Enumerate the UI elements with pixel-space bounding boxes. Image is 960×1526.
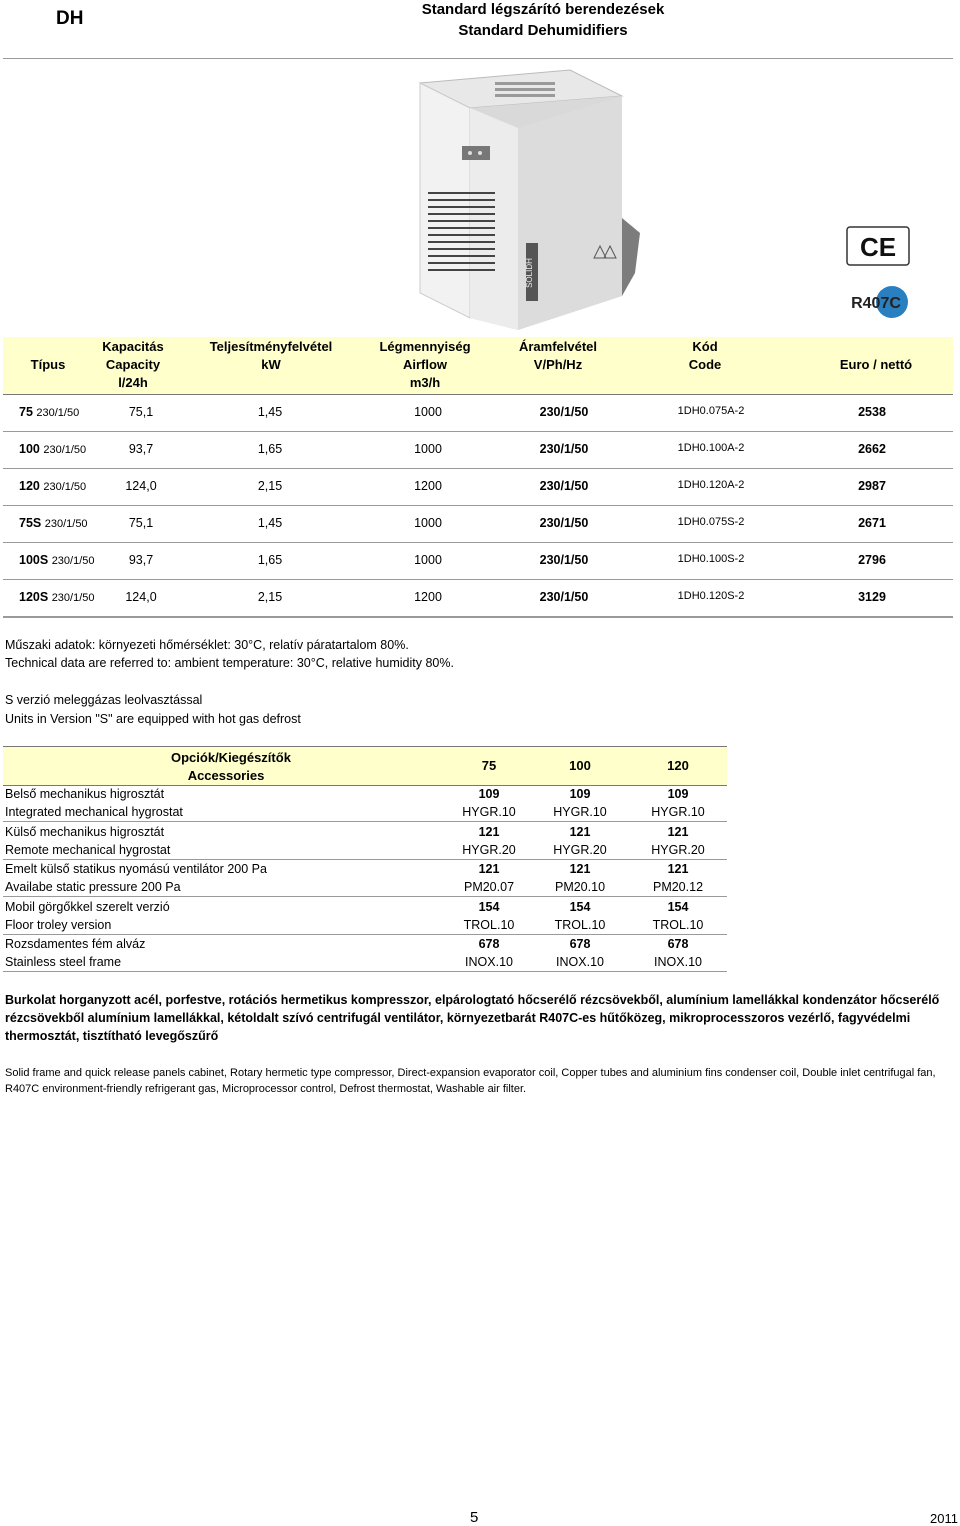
accessory-name-hu: Rozsdamentes fém alváz	[5, 937, 146, 951]
s-version-note-hu: S verzió meleggázas leolvasztással	[5, 693, 203, 707]
tech-note-hu: Műszaki adatok: környezeti hőmérséklet: 30°C, relatív páratartalom 80%.	[5, 638, 409, 652]
model-supply: 230/1/50	[36, 407, 80, 419]
header-price: Euro / nettó	[839, 357, 913, 372]
capacity-value: 124,0	[125, 590, 157, 604]
accessory-code: INOX.10	[465, 955, 513, 969]
header-divider	[3, 58, 953, 59]
description-en: Solid frame and quick release panels cabinet, Rotary hermetic type compressor, Direct-expansion evaporator coil, Copper tubes and aluminium fins condenser coil, Double inlet centrifugal fan, R407C environment-friendly refrigerant gas, Microprocessor control, Defrost thermostat, Washable air filter.	[5, 1067, 936, 1095]
accessory-code: PM20.10	[554, 880, 606, 894]
accessory-row	[3, 859, 727, 897]
airflow-value: 1000	[414, 405, 442, 419]
accessory-price: 678	[478, 937, 500, 951]
airflow-value: 1200	[414, 590, 442, 604]
model-name: 100S	[19, 553, 49, 567]
r407c-logo-text: R407C	[851, 295, 901, 312]
accessory-price: 121	[478, 825, 500, 839]
accessory-price: 121	[667, 862, 689, 876]
accessory-row	[3, 822, 727, 860]
product-code: 1DH0.075S-2	[677, 516, 745, 528]
product-code: 1DH0.075A-2	[677, 405, 745, 417]
accessories-title-hu: Opciók/Kiegészítők	[171, 750, 291, 765]
accessory-code: INOX.10	[556, 955, 604, 969]
header-power-hu: Teljesítményfelvétel	[209, 339, 333, 354]
accessory-price: 121	[569, 825, 591, 839]
model-name: 75	[19, 405, 33, 419]
accessories-header	[3, 746, 727, 786]
footer-year: 2011	[930, 1511, 958, 1526]
model-supply: 230/1/50	[43, 444, 87, 456]
model-column-75: 75	[481, 758, 497, 773]
capacity-value: 93,7	[128, 442, 154, 456]
supply-value: 230/1/50	[539, 405, 589, 419]
header-airflow-en: Airflow	[402, 357, 448, 372]
accessory-code: TROL.10	[463, 918, 515, 932]
supply-value: 230/1/50	[539, 442, 589, 456]
model-name: 100	[19, 442, 40, 456]
supply-value: 230/1/50	[539, 479, 589, 493]
model-column-100: 100	[569, 758, 591, 773]
accessory-code: HYGR.20	[462, 843, 516, 857]
tech-note-en: Technical data are referred to: ambient temperature: 30°C, relative humidity 80%.	[5, 656, 454, 670]
accessory-price: 109	[667, 787, 689, 801]
accessory-price: 121	[667, 825, 689, 839]
table-row	[3, 394, 953, 432]
page-title-hu: Standard légszárító berendezések	[421, 1, 665, 18]
accessory-price: 154	[667, 900, 689, 914]
header-airflow-unit: m3/h	[409, 375, 441, 390]
header-current-unit: V/Ph/Hz	[533, 357, 583, 372]
header-code-en: Code	[688, 357, 722, 372]
accessory-code: HYGR.10	[651, 805, 705, 819]
accessory-name-en: Floor troley version	[5, 918, 112, 932]
airflow-value: 1000	[414, 553, 442, 567]
table-row	[3, 468, 953, 506]
accessory-code: INOX.10	[654, 955, 702, 969]
ce-mark-icon	[846, 226, 910, 266]
header-capacity-en: Capacity	[105, 357, 161, 372]
table-row	[3, 579, 953, 618]
accessory-price: 109	[569, 787, 591, 801]
header-airflow-hu: Légmennyiség	[379, 339, 471, 354]
s-version-note-en: Units in Version "S" are equipped with hot gas defrost	[5, 712, 301, 726]
r407c-refrigerant-icon	[846, 284, 912, 320]
price-value: 2538	[858, 405, 886, 419]
accessory-name-en: Remote mechanical hygrostat	[5, 843, 171, 857]
supply-value: 230/1/50	[539, 590, 589, 604]
model-supply: 230/1/50	[51, 555, 95, 567]
accessory-code: HYGR.10	[553, 805, 607, 819]
power-value: 2,15	[257, 479, 283, 493]
header-capacity-hu: Kapacitás	[102, 339, 164, 354]
brand-title: DH	[56, 8, 84, 29]
accessory-name-hu: Mobil görgőkkel szerelt verzió	[5, 900, 170, 914]
accessory-name-en: Availabe static pressure 200 Pa	[5, 880, 181, 894]
header-current-hu: Áramfelvétel	[518, 339, 598, 354]
power-value: 1,45	[257, 516, 283, 530]
accessory-code: TROL.10	[554, 918, 606, 932]
accessory-name-hu: Külső mechanikus higrosztát	[5, 825, 165, 839]
price-value: 2796	[858, 553, 886, 567]
accessories-title-en: Accessories	[187, 768, 265, 783]
supply-value: 230/1/50	[539, 553, 589, 567]
accessory-code: PM20.07	[463, 880, 515, 894]
accessory-row	[3, 934, 727, 972]
price-value: 2662	[858, 442, 886, 456]
capacity-value: 124,0	[125, 479, 157, 493]
accessory-code: TROL.10	[652, 918, 704, 932]
model-name: 120	[19, 479, 40, 493]
model-supply: 230/1/50	[51, 592, 95, 604]
accessory-name-en: Stainless steel frame	[5, 955, 122, 969]
accessory-code: HYGR.20	[553, 843, 607, 857]
table-row	[3, 542, 953, 580]
accessory-name-en: Integrated mechanical hygrostat	[5, 805, 183, 819]
product-code: 1DH0.100A-2	[677, 442, 745, 454]
product-table-header	[3, 337, 953, 395]
accessory-price: 121	[478, 862, 500, 876]
power-value: 2,15	[257, 590, 283, 604]
accessory-price: 121	[569, 862, 591, 876]
accessory-row	[3, 897, 727, 935]
price-value: 3129	[858, 590, 886, 604]
header-capacity-unit: l/24h	[118, 375, 148, 390]
model-name: 75S	[19, 516, 42, 530]
power-value: 1,65	[257, 442, 283, 456]
header-power-unit: kW	[261, 357, 281, 372]
accessory-price: 109	[478, 787, 500, 801]
capacity-value: 75,1	[128, 516, 154, 530]
accessory-row	[3, 784, 727, 822]
airflow-value: 1000	[414, 516, 442, 530]
header-type: Típus	[30, 357, 66, 372]
accessory-code: HYGR.20	[651, 843, 705, 857]
accessory-code: PM20.12	[652, 880, 704, 894]
accessory-price: 678	[569, 937, 591, 951]
product-label: SOLIDH	[525, 258, 534, 288]
product-code: 1DH0.120A-2	[677, 479, 745, 491]
ce-mark-text: CE	[859, 232, 897, 262]
power-value: 1,65	[257, 553, 283, 567]
price-value: 2987	[858, 479, 886, 493]
model-name: 120S	[19, 590, 49, 604]
capacity-value: 93,7	[128, 553, 154, 567]
table-row	[3, 431, 953, 469]
accessory-name-hu: Emelt külső statikus nyomású ventilátor 200 Pa	[5, 862, 267, 876]
product-code: 1DH0.100S-2	[677, 553, 745, 565]
accessory-code: HYGR.10	[462, 805, 516, 819]
model-column-120: 120	[667, 758, 689, 773]
accessory-price: 678	[667, 937, 689, 951]
price-value: 2671	[858, 516, 886, 530]
accessory-price: 154	[478, 900, 500, 914]
airflow-value: 1200	[414, 479, 442, 493]
supply-value: 230/1/50	[539, 516, 589, 530]
page-title-en: Standard Dehumidifiers	[458, 22, 628, 39]
page-number: 5	[470, 1509, 479, 1526]
header-code-hu: Kód	[692, 339, 718, 354]
model-supply: 230/1/50	[44, 518, 88, 530]
model-supply: 230/1/50	[43, 481, 87, 493]
capacity-value: 75,1	[128, 405, 154, 419]
airflow-value: 1000	[414, 442, 442, 456]
power-value: 1,45	[257, 405, 283, 419]
accessory-price: 154	[569, 900, 591, 914]
description-hu: Burkolat horganyzott acél, porfestve, rotációs hermetikus kompresszor, elpárologtató hőcserélő rézcsövekből, alumínium lamellákkal kondenzátor hőcserélő rézcsövekből alumínium lamellákkal, kétoldalt szívó centrifugál ventilátor, környezetbarát R407C-es hűtőközeg, mikroprocesszoros vezérlő, fagyvédelmi thermosztát, tisztítható levegőszűrő	[5, 993, 940, 1043]
dehumidifier-product-image	[400, 68, 650, 333]
accessory-name-hu: Belső mechanikus higrosztát	[5, 787, 165, 801]
product-code: 1DH0.120S-2	[677, 590, 745, 602]
table-row	[3, 505, 953, 543]
